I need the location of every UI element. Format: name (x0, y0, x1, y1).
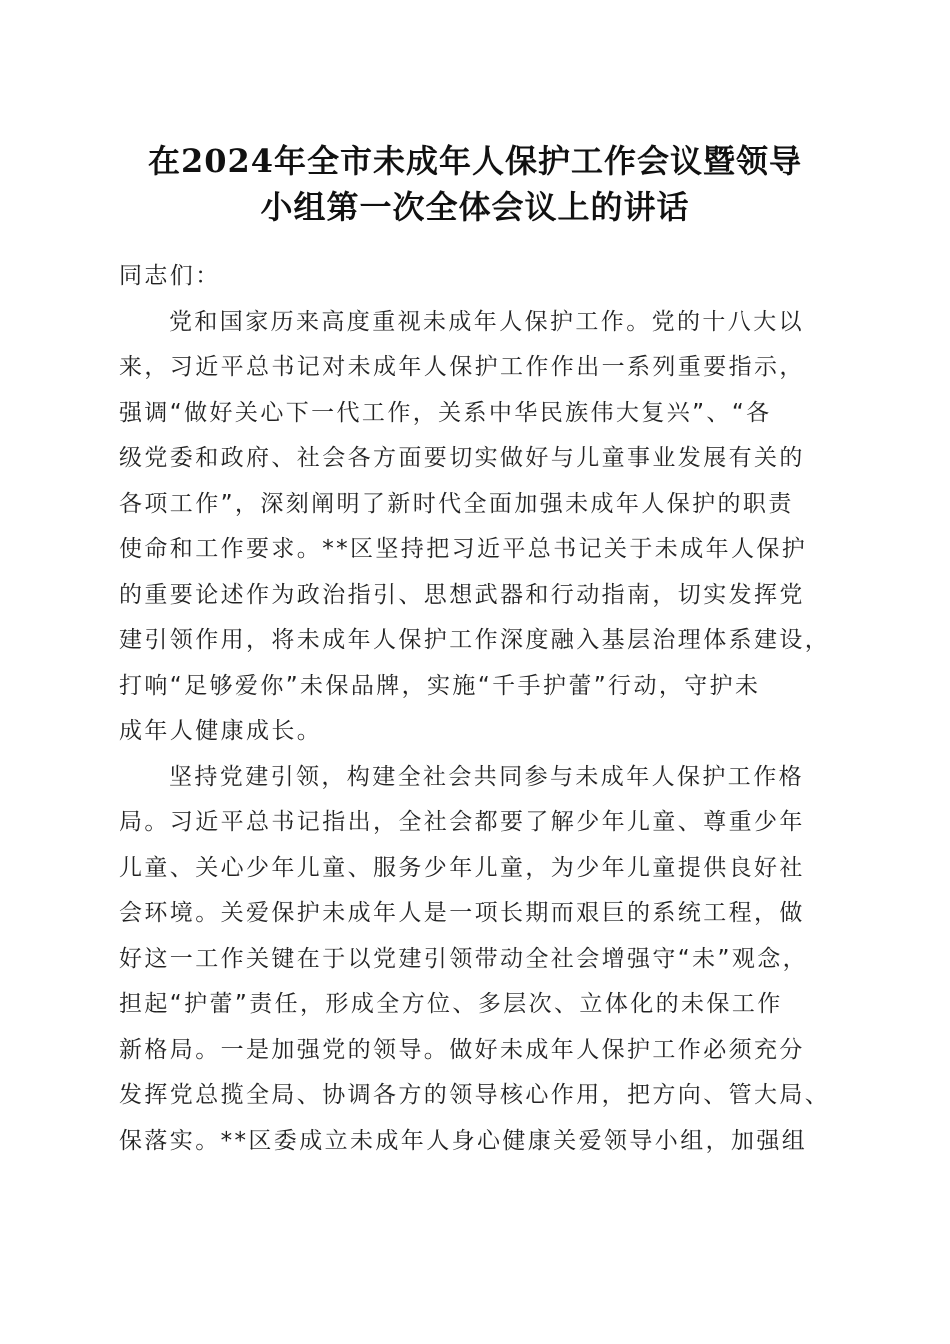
paragraph-line: 坚持党建引领，构建全社会共同参与未成年人保护工作格 (169, 763, 804, 790)
paragraph-line: 好这一工作关键在于以党建引领带动全社会增强守“未”观念， (119, 945, 809, 972)
document-body (119, 254, 831, 1164)
paragraph-line: 发挥党总揽全局、协调各方的领导核心作用，把方向、管大局、 (119, 1082, 831, 1108)
salutation: 同志们： (119, 263, 221, 289)
paragraph-1 (119, 300, 831, 755)
paragraph-line: 级党委和政府、社会各方面要切实做好与儿童事业发展有关的 (119, 445, 805, 471)
paragraph-line: 党和国家历来高度重视未成年人保护工作。党的十八大以 (169, 308, 804, 335)
document-title (90, 138, 860, 230)
paragraph-line: 新格局。一是加强党的领导。做好未成年人保护工作必须充分 (119, 1036, 805, 1063)
title-line-2: 小组第一次全体会议上的讲话 (260, 188, 690, 226)
paragraph-line: 来，习近平总书记对未成年人保护工作作出一系列重要指示， (119, 354, 805, 380)
paragraph-line: 保落实。**区委成立未成年人身心健康关爱领导小组，加强组 (119, 1127, 808, 1154)
title-line-1: 在2024年全市未成年人保护工作会议暨领导 (147, 142, 803, 180)
paragraph-line: 担起“护蕾”责任，形成全方位、多层次、立体化的未保工作 (119, 991, 783, 1017)
paragraph-line: 成年人健康成长。 (119, 718, 323, 744)
paragraph-line: 建引领作用，将未成年人保护工作深度融入基层治理体系建设， (119, 627, 831, 653)
paragraph-line: 各项工作”，深刻阐明了新时代全面加强未成年人保护的职责 (119, 490, 794, 517)
paragraph-line: 局。习近平总书记指出，全社会都要了解少年儿童、尊重少年 (119, 809, 805, 835)
paragraph-line: 使命和工作要求。**区坚持把习近平总书记关于未成年人保护 (119, 536, 808, 562)
paragraph-line: 的重要论述作为政治指引、思想武器和行动指南，切实发挥党 (119, 581, 805, 608)
paragraph-2 (119, 755, 831, 1165)
paragraph-line: 打响“足够爱你”未保品牌，实施“千手护蕾”行动，守护未 (119, 672, 761, 699)
paragraph-line: 强调“做好关心下一代工作，关系中华民族伟大复兴”、“各 (119, 399, 772, 426)
paragraph-line: 会环境。关爱保护未成年人是一项长期而艰巨的系统工程，做 (119, 900, 805, 926)
paragraph-line: 儿童、关心少年儿童、服务少年儿童，为少年儿童提供良好社 (119, 854, 805, 881)
